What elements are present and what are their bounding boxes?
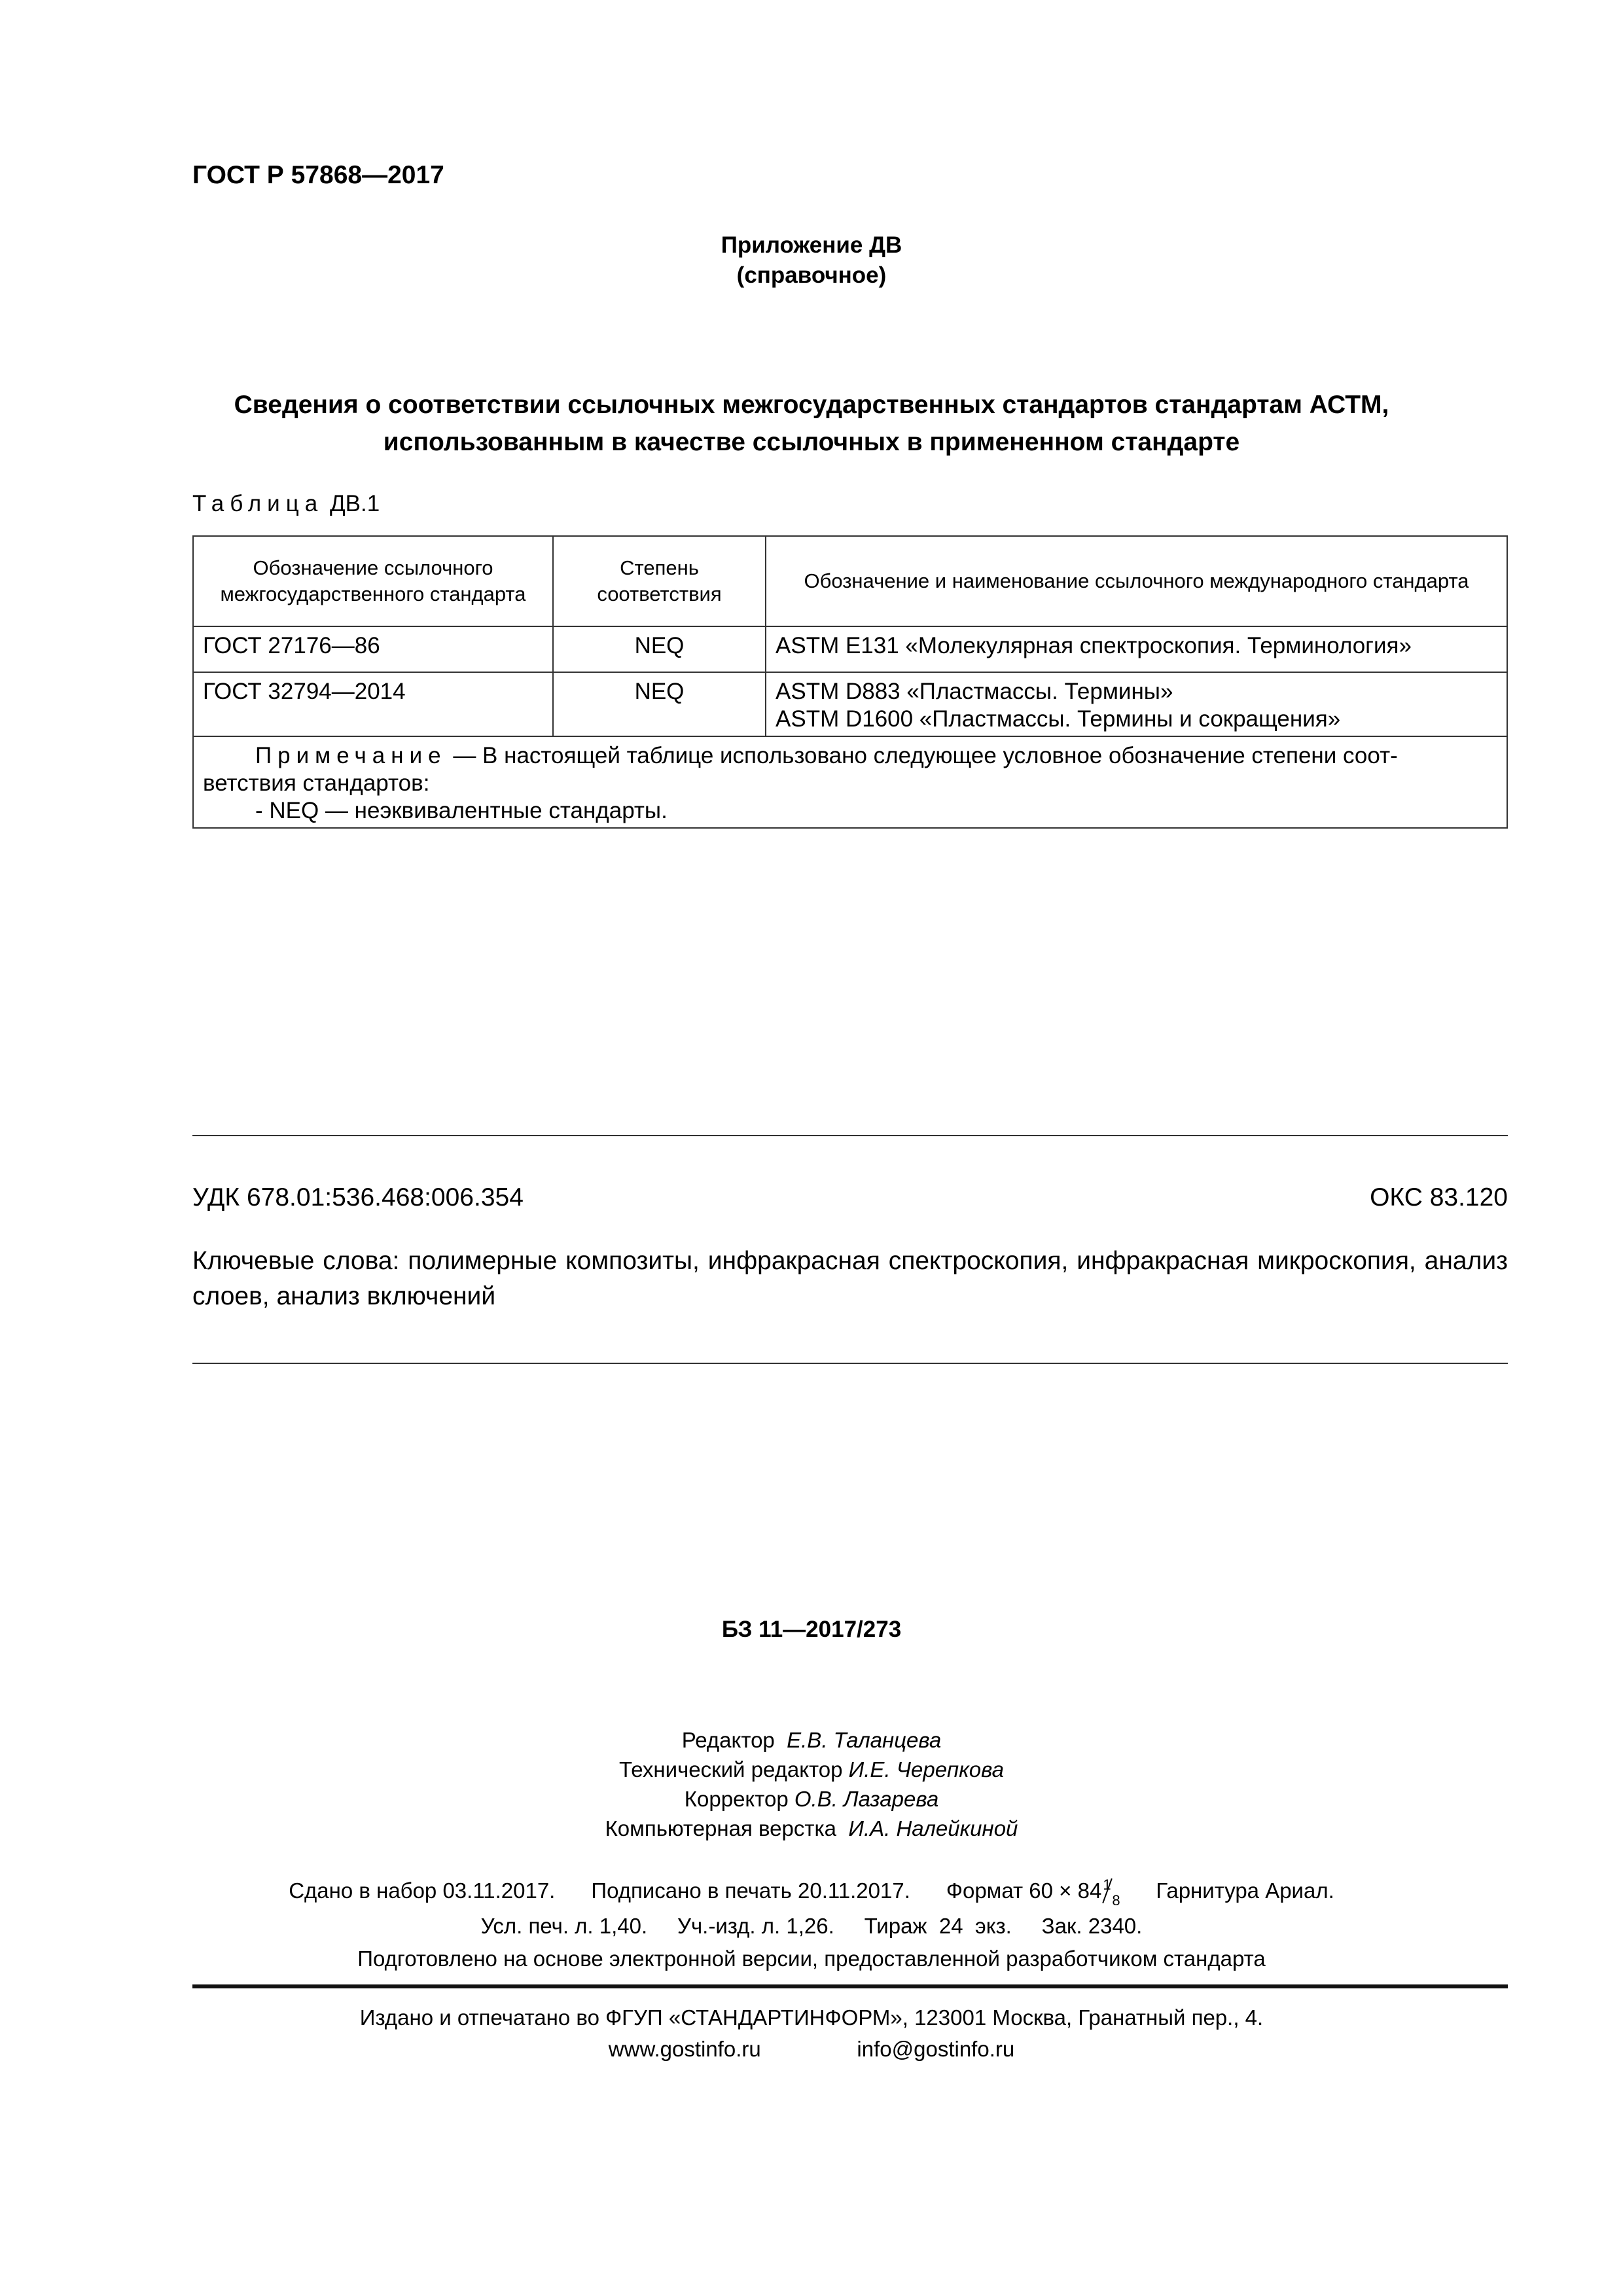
standard-entry: ASTM E131 «Молекулярная спектроскопия. Терминология» xyxy=(776,633,1412,658)
credit-name: И.Е. Черепкова xyxy=(848,1757,1004,1782)
table-header-row xyxy=(193,536,1507,626)
table-row xyxy=(193,626,1507,672)
sent-date: Сдано в набор 03.11.2017. xyxy=(289,1878,556,1903)
credit-role: Корректор xyxy=(684,1787,789,1811)
cell-standards xyxy=(766,626,1507,672)
table-label-word: Таблица xyxy=(192,491,324,516)
section-title xyxy=(0,386,1623,461)
header-international-standard: Обозначение и наименование ссылочного международного стандарта xyxy=(766,536,1507,626)
font-name: Гарнитура Ариал. xyxy=(1156,1878,1334,1903)
correspondence-table xyxy=(192,535,1508,829)
table-row xyxy=(193,672,1507,736)
divider-bottom xyxy=(192,1363,1508,1364)
note-label: Примечание xyxy=(255,743,447,768)
bz-number: БЗ 11—2017/273 xyxy=(721,1617,902,1642)
standard-entry: ASTM D1600 «Пластмассы. Термины и сокращения» xyxy=(776,706,1341,732)
print-details-line-3: Подготовлено на основе электронной версии, предоставленной разработчиком стандарта xyxy=(357,1946,1266,1971)
table-note xyxy=(193,736,1507,828)
section-title-line-2: использованным в качестве ссылочных в примененном стандарте xyxy=(383,428,1240,456)
cell-degree: NEQ xyxy=(553,672,766,736)
credit-role: Компьютерная верстка xyxy=(605,1816,836,1840)
credit-tech-editor xyxy=(0,1755,1623,1784)
oks-code: ОКС 83.120 xyxy=(1370,1183,1508,1211)
credits xyxy=(0,1725,1623,1843)
paper-format: Формат 60 × 84 xyxy=(946,1878,1102,1903)
cell-gost: ГОСТ 27176—86 xyxy=(193,626,553,672)
credit-editor xyxy=(0,1725,1623,1755)
cell-degree: NEQ xyxy=(553,626,766,672)
print-details-line-2: Усл. печ. л. 1,40. Уч.-изд. л. 1,26. Тираж 24 экз. Зак. 2340. xyxy=(480,1914,1143,1938)
credit-layout xyxy=(0,1814,1623,1843)
credit-role: Технический редактор xyxy=(619,1757,843,1782)
email-link[interactable]: info@gostinfo.ru xyxy=(857,2037,1015,2061)
cell-gost: ГОСТ 32794—2014 xyxy=(193,672,553,736)
note-text: — В настоящей таблице использовано следующее условное обозначение степени соот- xyxy=(453,743,1398,768)
publisher: Издано и отпечатано во ФГУП «СТАНДАРТИНФОРМ», 123001 Москва, Гранатный пер., 4. xyxy=(359,2005,1264,2030)
appendix-heading xyxy=(0,230,1623,291)
note-text-continued: ветствия стандартов: xyxy=(203,770,430,796)
divider-top xyxy=(192,1135,1508,1136)
credit-role: Редактор xyxy=(681,1728,775,1752)
note-item: - NEQ — неэквивалентные стандарты. xyxy=(255,798,668,823)
header-degree: Степень соответствия xyxy=(553,536,766,626)
website-link[interactable]: www.gostinfo.ru xyxy=(608,2037,761,2061)
udk-code: УДК 678.01:536.468:006.354 xyxy=(192,1183,524,1211)
appendix-title: Приложение ДВ xyxy=(721,232,902,258)
table-label-number: ДВ.1 xyxy=(329,491,380,516)
table-label xyxy=(192,491,380,517)
credit-name: Е.В. Таланцева xyxy=(787,1728,942,1752)
cell-standards xyxy=(766,672,1507,736)
signed-date: Подписано в печать 20.11.2017. xyxy=(591,1878,910,1903)
appendix-subtitle: (справочное) xyxy=(736,262,887,288)
print-details-line-1 xyxy=(0,1876,1623,1909)
credit-proofreader xyxy=(0,1784,1623,1814)
keywords: Ключевые слова: полимерные композиты, инфракрасная спектроскопия, инфракрасная микроскопия, анализ слоев, анализ включений xyxy=(192,1247,1508,1310)
header-interstate-standard: Обозначение ссылочного межгосударственного стандарта xyxy=(193,536,553,626)
thick-divider xyxy=(192,1984,1508,1988)
table-note-row xyxy=(193,736,1507,828)
credit-name: О.В. Лазарева xyxy=(794,1787,939,1811)
publisher-contacts xyxy=(0,2037,1623,2062)
document-code: ГОСТ Р 57868—2017 xyxy=(192,161,444,189)
standard-entry: ASTM D883 «Пластмассы. Термины» xyxy=(776,679,1173,704)
format-fraction: 1 8 xyxy=(1103,1876,1120,1909)
section-title-line-1: Сведения о соответствии ссылочных межгосударственных стандартов стандартам АСТМ, xyxy=(234,391,1389,419)
credit-name: И.А. Налейкиной xyxy=(848,1816,1018,1840)
